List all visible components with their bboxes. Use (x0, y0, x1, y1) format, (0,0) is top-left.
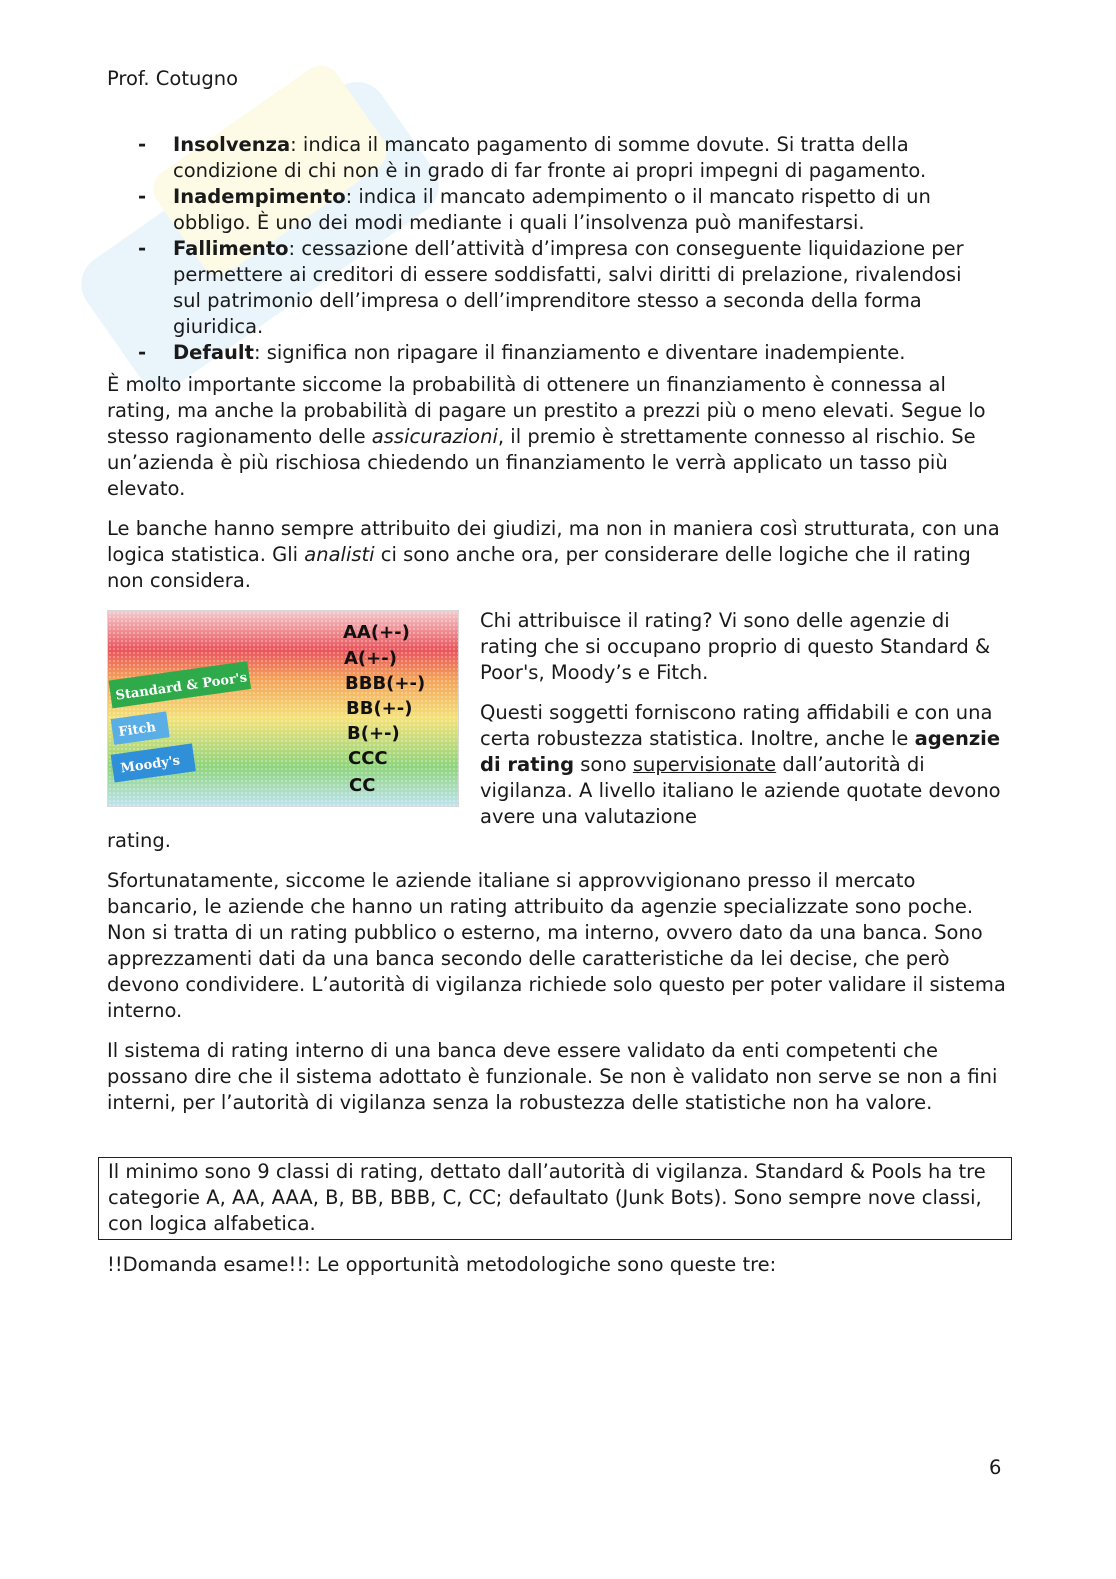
agency-label: Moody's (119, 753, 181, 777)
definition-text: : cessazione dell’attività d’impresa con conseguente liquidazione per permettere ai creditori di essere soddisfatti, salvi diritti di prelazione, rivalendosi sul patrimonio dell’impresa o dell’imprenditore stesso a seconda della forma giuridica. (173, 237, 964, 338)
rating-label: BB(+-) (346, 698, 413, 719)
exam-note: !!Domanda esame!!: Le opportunità metodologiche sono queste tre: (107, 1253, 777, 1276)
rating-label: A(+-) (344, 648, 397, 669)
paragraph-who-assigns: Chi attribuisce il rating? Vi sono delle agenzie di rating che si occupano proprio di questo Standard & Poor's, Moody’s e Fitch. (480, 609, 991, 684)
list-item: - Default: significa non ripagare il finanziamento e diventare inadempiente. (138, 341, 906, 364)
list-item: - Insolvenza: indica il mancato pagamento di somme dovute. Si tratta della condizione di chi non è in grado di far fronte ai propri impegni di pagamento. (138, 133, 927, 182)
boxed-note-text: Il minimo sono 9 classi di rating, dettato dall’autorità di vigilanza. Standard & Pools ha tre categorie A, AA, AAA, B, BB, BBB, C, CC; defaultato (Junk Bots). Sono sempre nove classi, con logica alfabetica. (108, 1160, 986, 1235)
rating-label: B(+-) (347, 723, 400, 744)
rating-label: AA(+-) (343, 622, 410, 643)
list-item: - Fallimento: cessazione dell’attività d’impresa con conseguente liquidazione per permettere ai creditori di essere soddisfatti, salvi diritti di prelazione, rivalendosi sul patrimonio dell’impresa o dell’imprenditore stesso a seconda della forma giuridica. (138, 237, 964, 338)
rating-label: BBB(+-) (345, 673, 426, 694)
paragraph-internal-rating: Sfortunatamente, siccome le aziende italiane si approvvigionano presso il mercato bancario, le aziende che hanno un rating attribuito da agenzie specializzate sono poche. Non si tratta di un rating pubblico o esterno, ma interno, ovvero dato da una banca. Sono apprezzamenti dati da una banca secondo delle caratteristiche da lei decise, che però devono condividere. L’autorità di vigilanza richiede solo questo per poter validare il sistema interno. (107, 869, 1006, 1022)
list-item: - Inadempimento: indica il mancato adempimento o il mancato rispetto di un obbligo. È uno dei modi mediante i quali l’insolvenza può manifestarsi. (138, 185, 931, 234)
page-number: 6 (989, 1456, 1002, 1479)
agency-label: Fitch (117, 719, 157, 741)
definition-term: Default (173, 341, 254, 364)
paragraph-validation: Il sistema di rating interno di una banca deve essere validato da enti competenti che possano dire che il sistema adottato è funzionale. Se non è validato non serve se non a fini interni, per l’autorità di vigilanza senza la robustezza delle statistiche non ha valore. (107, 1039, 998, 1114)
definition-term: Fallimento (173, 237, 289, 260)
definition-text: : indica il mancato adempimento o il mancato rispetto di un obbligo. È uno dei modi mediante i quali l’insolvenza può manifestarsi. (173, 185, 931, 234)
paragraph-rating-importance: È molto importante siccome la probabilità di ottenere un finanziamento è connessa al rating, ma anche la probabilità di pagare un prestito a prezzi più o meno elevati. Segue lo stesso ragionamento delle assicurazioni, il premio è strettamente connesso al rischio. Se un’azienda è più rischiosa chiedendo un finanziamento le verrà applicato un tasso più elevato. (107, 373, 986, 500)
paragraph-banks: Le banche hanno sempre attribuito dei giudizi, ma non in maniera così strutturata, con una logica statistica. Gli analisti ci sono anche ora, per considerare delle logiche che il rating non considera. (107, 517, 1000, 592)
page-header: Prof. Cotugno (107, 67, 238, 90)
definition-text: : indica il mancato pagamento di somme dovute. Si tratta della condizione di chi non è in grado di far fronte ai propri impegni di pagamento. (173, 133, 927, 182)
paragraph-supervision: Questi soggetti forniscono rating affidabili e con una certa robustezza statistica. Inoltre, anche le agenzie di rating sono supervisionate dall’autorità di vigilanza. A livello italiano le aziende quotate devono avere una valutazione (480, 701, 1001, 828)
agency-label: Standard & Poor's (114, 670, 249, 704)
rating-agencies-image (107, 610, 459, 807)
definition-term: Insolvenza (173, 133, 291, 156)
definition-term: Inadempimento (173, 185, 346, 208)
boxed-note (98, 1157, 1012, 1240)
paragraph-continuation: rating. (107, 829, 171, 852)
rating-label: CCC (348, 748, 388, 769)
definition-list (138, 132, 988, 366)
definition-text: : significa non ripagare il finanziamento e diventare inadempiente. (253, 341, 906, 364)
rating-label: CC (349, 775, 376, 796)
